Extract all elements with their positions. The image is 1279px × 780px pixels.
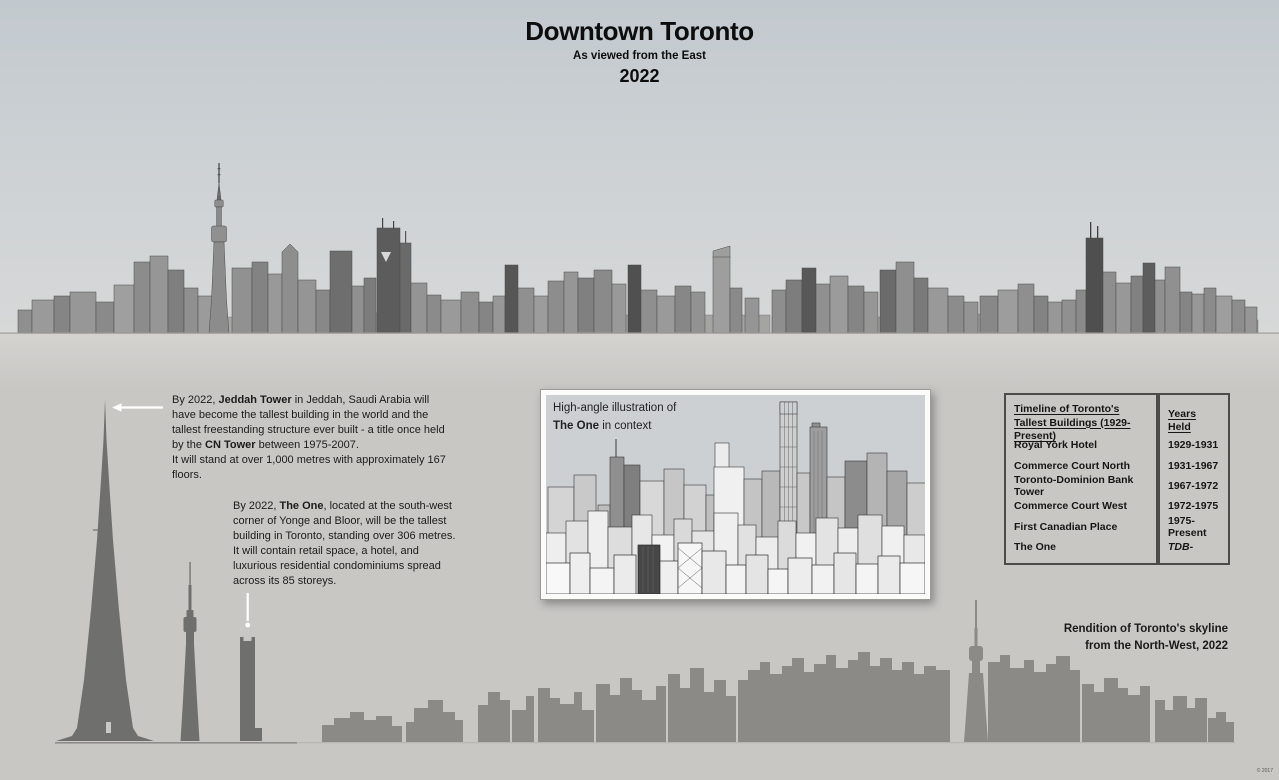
annotation-text: It will contain retail space, a hotel, and luxurious residential condominiums spread across its 85 storeys.: [233, 544, 441, 587]
annotation-text: By 2022,: [172, 394, 219, 406]
cn-tower-comparison-silhouette: [181, 562, 200, 741]
page-year: 2022: [619, 66, 660, 86]
page-title: Downtown Toronto: [525, 16, 754, 46]
timeline-table-years-column: [1158, 393, 1230, 565]
table-row: 1931-1967: [1168, 459, 1219, 472]
caption-line1: Rendition of Toronto's skyline: [1063, 623, 1228, 635]
table-row: Royal York Hotel: [1014, 439, 1098, 452]
jeddah-tower-silhouette: [56, 399, 154, 741]
table-header-years: Years Held: [1168, 407, 1197, 434]
timeline-table-buildings-column: [1004, 393, 1158, 565]
the-one-label: The One: [553, 419, 600, 432]
title-block: [0, 16, 1279, 87]
table-row: Commerce Court West: [1014, 500, 1127, 513]
table-row: First Canadian Place: [1014, 520, 1118, 533]
table-row: Commerce Court North: [1014, 459, 1131, 472]
inset-caption-line1: High-angle illustration of: [553, 402, 677, 414]
jeddah-tower-annotation: [172, 393, 450, 483]
table-header-buildings: Timeline of Toronto's Tallest Buildings (1929-Present): [1014, 403, 1131, 443]
arrow-to-jeddah-tower-icon: [112, 403, 163, 411]
cn-tower-east-silhouette: [209, 163, 229, 333]
jeddah-tower-label: Jeddah Tower: [218, 394, 292, 406]
table-row: 1975-Present: [1168, 514, 1207, 539]
page-subtitle: As viewed from the East: [573, 50, 706, 62]
table-row: 1967-1972: [1168, 479, 1219, 492]
the-one-silhouette: [240, 637, 262, 741]
caption-line2: from the North-West, 2022: [1085, 640, 1228, 653]
inset-caption: [553, 400, 676, 436]
table-row: 1972-1975: [1168, 500, 1219, 513]
inset-caption-line2: in context: [599, 419, 652, 432]
inset-frame: [540, 389, 931, 600]
table-row: 1929-1931: [1168, 439, 1219, 452]
annotation-text: It will stand at over 1,000 metres with approximately 167 floors.: [172, 453, 446, 481]
arrow-to-the-one-icon: [245, 593, 250, 627]
table-row: TDB-: [1168, 541, 1194, 554]
the-one-label: The One: [279, 500, 324, 512]
credit-watermark: © 2017: [1256, 768, 1273, 774]
table-row: The One: [1014, 541, 1057, 554]
east-skyline-illustration: [0, 163, 1279, 334]
northwest-skyline-caption: [928, 621, 1228, 656]
annotation-text: , located at the south-west corner of Yonge and Bloor, will be the tallest building in Toronto, standing over 306 metres.: [233, 500, 456, 542]
annotation-text: between 1975-2007.: [255, 438, 359, 451]
annotation-text: By 2022,: [233, 500, 280, 512]
cn-tower-label: CN Tower: [205, 438, 256, 451]
comparison-ground-line: [55, 742, 297, 744]
table-row: Toronto-Dominion Bank Tower: [1014, 473, 1134, 498]
the-one-annotation: [233, 499, 459, 589]
annotation-text: in Jeddah, Saudi Arabia will have become the tallest building in the world and the tallest freestanding structure ever built - a title once held by the: [172, 394, 445, 451]
